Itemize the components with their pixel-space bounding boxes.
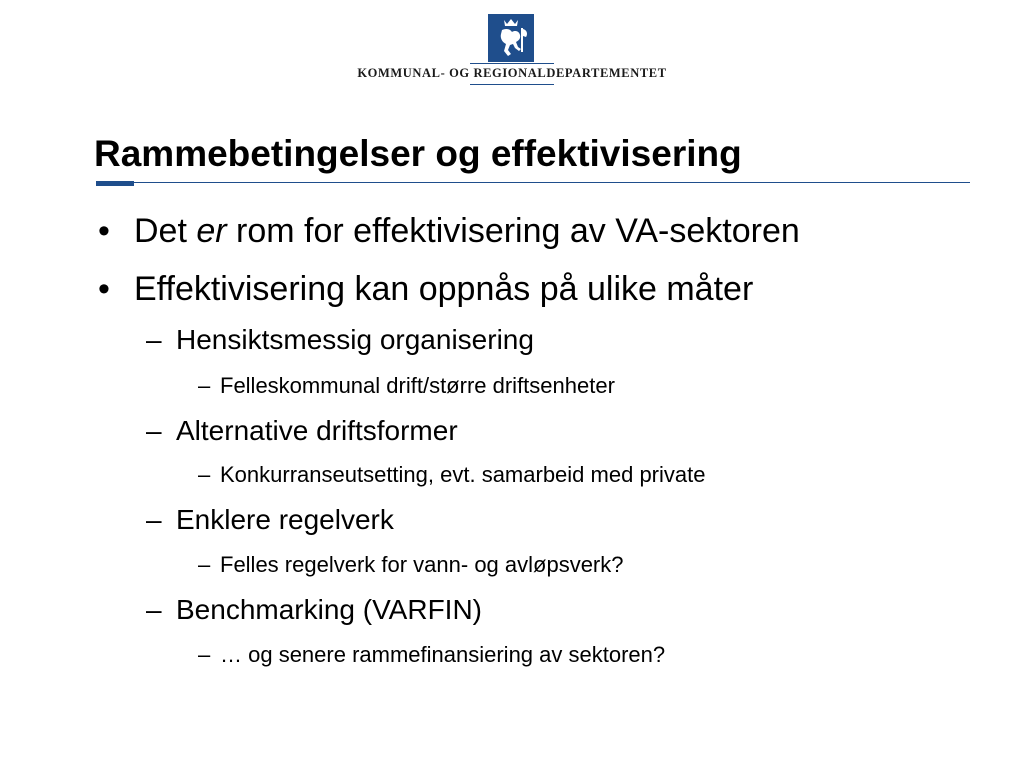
sub-sub-item: [198, 551, 624, 579]
bullet-marker: •: [98, 270, 110, 308]
sub-item: [146, 323, 534, 357]
sub-item: [146, 593, 482, 627]
bullet-text: Effektivisering kan oppnås på ulike måter: [134, 270, 754, 308]
bullet-item: [98, 269, 753, 309]
slide-title: Rammebetingelser og effektivisering: [94, 133, 742, 174]
sub-item: [146, 414, 458, 448]
sub-sub-item: [198, 461, 705, 489]
sub-item: [146, 503, 394, 537]
sub-sub-item-text: Felleskommunal drift/større driftsenheter: [220, 373, 615, 398]
bullet-text-part: Det: [134, 212, 197, 250]
dash-marker: –: [198, 642, 211, 667]
bullet-text-part: rom for effektivisering av VA-sektoren: [226, 212, 800, 250]
dash-marker: –: [198, 462, 211, 487]
ministry-name: KOMMUNAL- OG REGIONALDEPARTEMENTET: [357, 66, 667, 80]
sub-sub-item: [198, 641, 665, 669]
sub-sub-item-text: Konkurranseutsetting, evt. samarbeid med private: [220, 462, 706, 487]
sub-item-text: Alternative driftsformer: [176, 415, 458, 446]
bullet-marker: •: [98, 212, 110, 250]
dash-marker: –: [146, 324, 162, 355]
dash-marker: –: [146, 504, 162, 535]
sub-item-text: Enklere regelverk: [176, 504, 394, 535]
sub-item-text: Benchmarking (VARFIN): [176, 594, 483, 625]
dash-marker: –: [198, 373, 211, 398]
dash-marker: –: [198, 552, 211, 577]
dash-marker: –: [146, 594, 162, 625]
dash-marker: –: [146, 415, 162, 446]
bullet-item: [98, 211, 800, 251]
sub-item-text: Hensiktsmessig organisering: [176, 324, 534, 355]
sub-sub-item: [198, 372, 615, 400]
bullet-text-emphasis: er: [196, 212, 227, 250]
sub-sub-item-text: Felles regelverk for vann- og avløpsverk?: [220, 552, 624, 577]
sub-sub-item-text: … og senere rammefinansiering av sektoren?: [220, 642, 666, 667]
